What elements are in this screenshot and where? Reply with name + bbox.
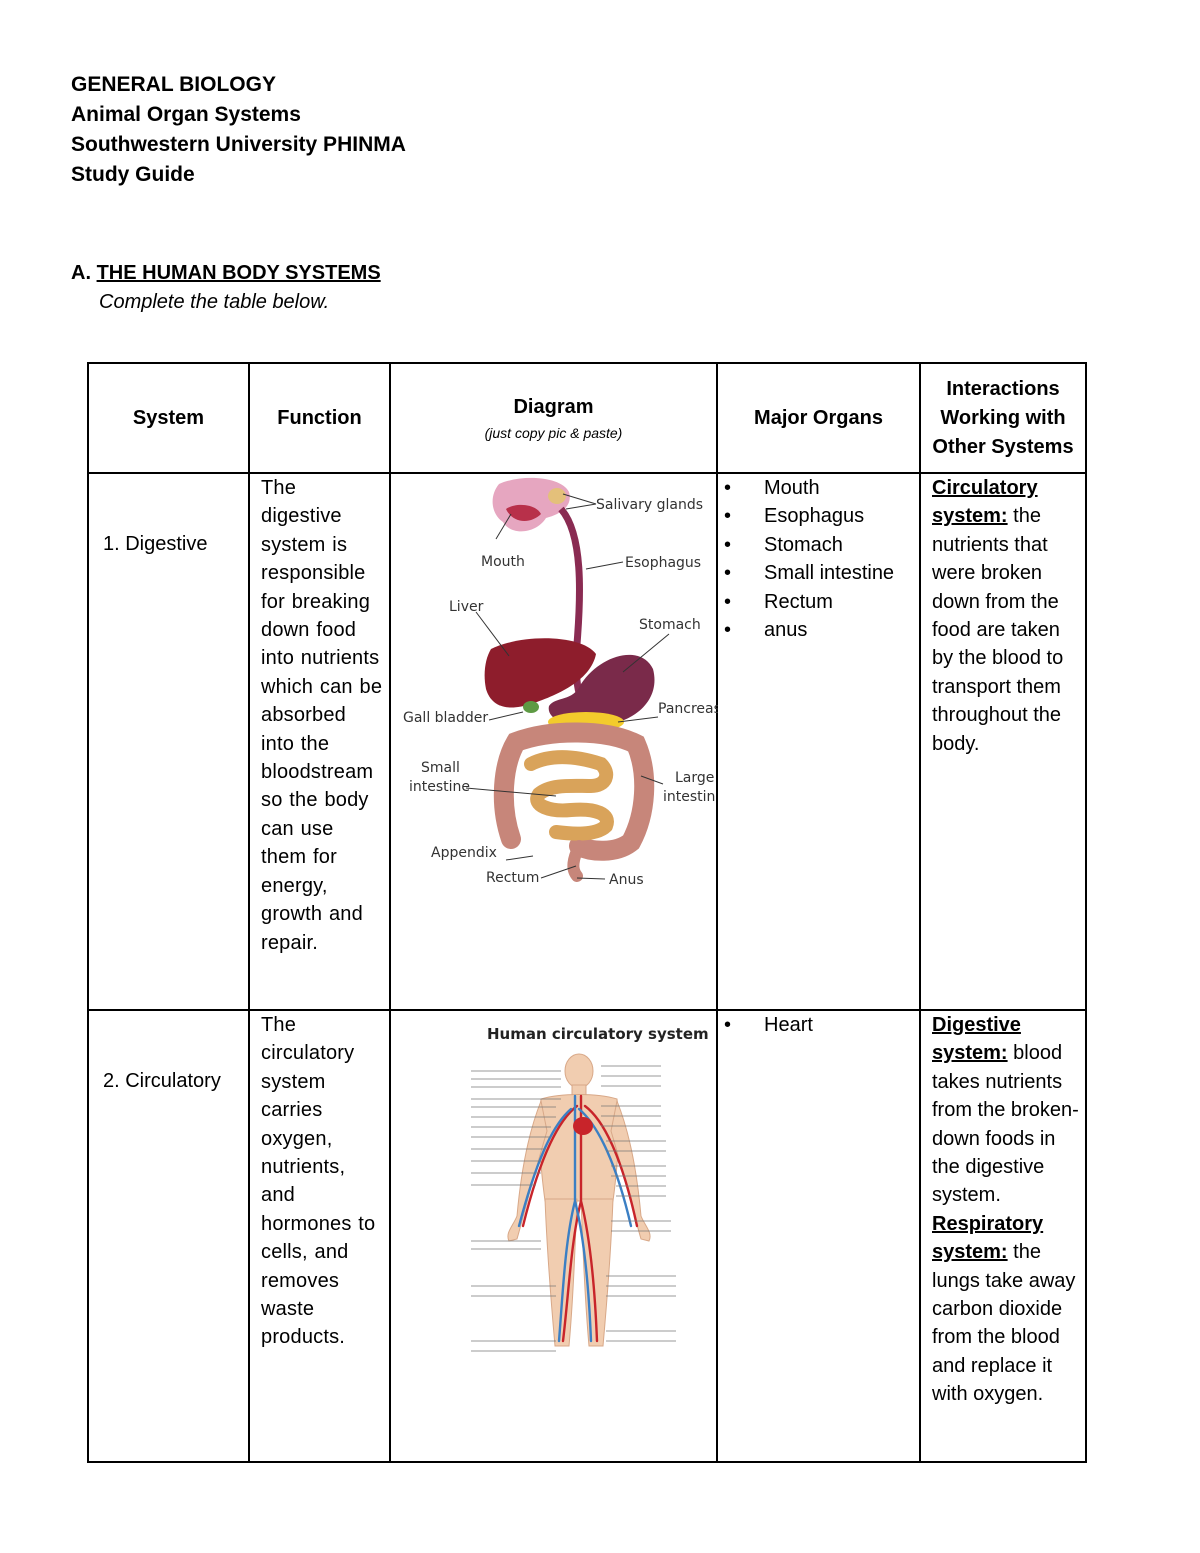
label-rectum: Rectum: [486, 870, 540, 886]
university-name: Southwestern University PHINMA: [71, 133, 406, 156]
small-intestine-shape: [531, 757, 607, 833]
label-liver: Liver: [449, 599, 484, 615]
system-name: 1. Digestive: [103, 533, 208, 555]
document-type: Study Guide: [71, 163, 195, 186]
label-salivary-glands: Salivary glands: [596, 497, 704, 513]
label-appendix: Appendix: [431, 845, 497, 861]
topic-title: Animal Organ Systems: [71, 103, 301, 126]
interaction-description: the lungs take away carbon dioxide from the blood and replace it with oxygen.: [932, 1241, 1076, 1406]
interaction-description: the nutrients that were broken down from the food are taken by the blood to transport them throughout the body.: [932, 505, 1064, 755]
label-small-intestine-2: intestine: [409, 779, 471, 795]
list-item: • Rectum: [764, 588, 919, 616]
header-diagram-label: Diagram: [513, 395, 594, 418]
interaction-text: [921, 474, 1085, 758]
head-shape: [565, 1054, 593, 1088]
header-organs: Major Organs: [717, 363, 920, 473]
function-text: The digestive system is responsible for breaking down food into nutrients which can be absorbed into the bloodstream so the body can use them for energy, growth and repair.: [261, 477, 383, 954]
diagram-cell: [390, 473, 717, 1010]
header-diagram: [390, 363, 717, 473]
header-interactions: Interactions Working with Other Systems: [920, 363, 1086, 473]
mouth-shape: [493, 478, 570, 531]
list-item: • Stomach: [764, 531, 919, 559]
table-row: [88, 1010, 1086, 1462]
function-text: The circulatory system carries oxygen, nutrients, and hormones to cells, and removes waste products.: [261, 1014, 376, 1349]
header-system: System: [88, 363, 249, 473]
organs-list: [718, 474, 919, 644]
interactions-cell: [920, 1010, 1086, 1462]
section-instruction: Complete the table below.: [99, 291, 330, 313]
section-heading: [71, 259, 381, 287]
label-pancreas: Pancreas: [658, 701, 718, 717]
label-large-intestine-2: intestin: [663, 789, 716, 805]
course-title: GENERAL BIOLOGY: [71, 73, 276, 96]
label-gall-bladder: Gall bladder: [403, 710, 489, 726]
system-cell: [88, 473, 249, 1010]
circulatory-system-diagram: [391, 1011, 718, 1371]
label-esophagus: Esophagus: [625, 555, 702, 571]
table-row: [88, 473, 1086, 1010]
diagram-cell: [390, 1010, 717, 1462]
heart-shape: [573, 1117, 593, 1135]
table-header-row: [88, 363, 1086, 473]
label-anus: Anus: [609, 872, 644, 888]
organs-cell: [717, 473, 920, 1010]
interaction-description: blood takes nutrients from the broken-down foods in the digestive system.: [932, 1042, 1079, 1207]
organs-cell: [717, 1010, 920, 1462]
gall-bladder-shape: [523, 701, 539, 713]
list-item: • anus: [764, 616, 919, 644]
interactions-cell: [920, 473, 1086, 1010]
interaction-system-name: Respiratory system:: [932, 1212, 1044, 1264]
system-cell: [88, 1010, 249, 1462]
header-function: Function: [249, 363, 390, 473]
label-stomach: Stomach: [639, 617, 701, 633]
label-small-intestine-1: Small: [421, 760, 460, 776]
label-mouth: Mouth: [481, 554, 525, 570]
list-item: • Mouth: [764, 474, 919, 502]
diagram-title: Human circulatory system: [487, 1025, 709, 1043]
rectum-shape: [573, 846, 579, 876]
list-item: • Small intestine: [764, 559, 919, 587]
label-large-intestine-1: Large: [675, 770, 715, 786]
list-item: • Heart: [764, 1011, 919, 1039]
function-cell: [249, 1010, 390, 1462]
document-header: [71, 70, 406, 190]
interaction-text: [921, 1011, 1085, 1409]
organs-list: [718, 1011, 919, 1039]
system-name: 2. Circulatory: [103, 1070, 221, 1092]
interaction-system-name: Digestive system:: [932, 1014, 1021, 1065]
section-letter: A.: [71, 262, 91, 284]
digestive-system-diagram: [391, 474, 718, 894]
list-item: • Esophagus: [764, 502, 919, 530]
interaction-system-name: Circulatory system:: [932, 477, 1038, 528]
body-systems-table: [87, 362, 1087, 1463]
section-title: THE HUMAN BODY SYSTEMS: [96, 262, 381, 284]
function-cell: [249, 473, 390, 1010]
header-diagram-note: (just copy pic & paste): [484, 424, 623, 441]
salivary-gland-shape: [548, 488, 566, 504]
